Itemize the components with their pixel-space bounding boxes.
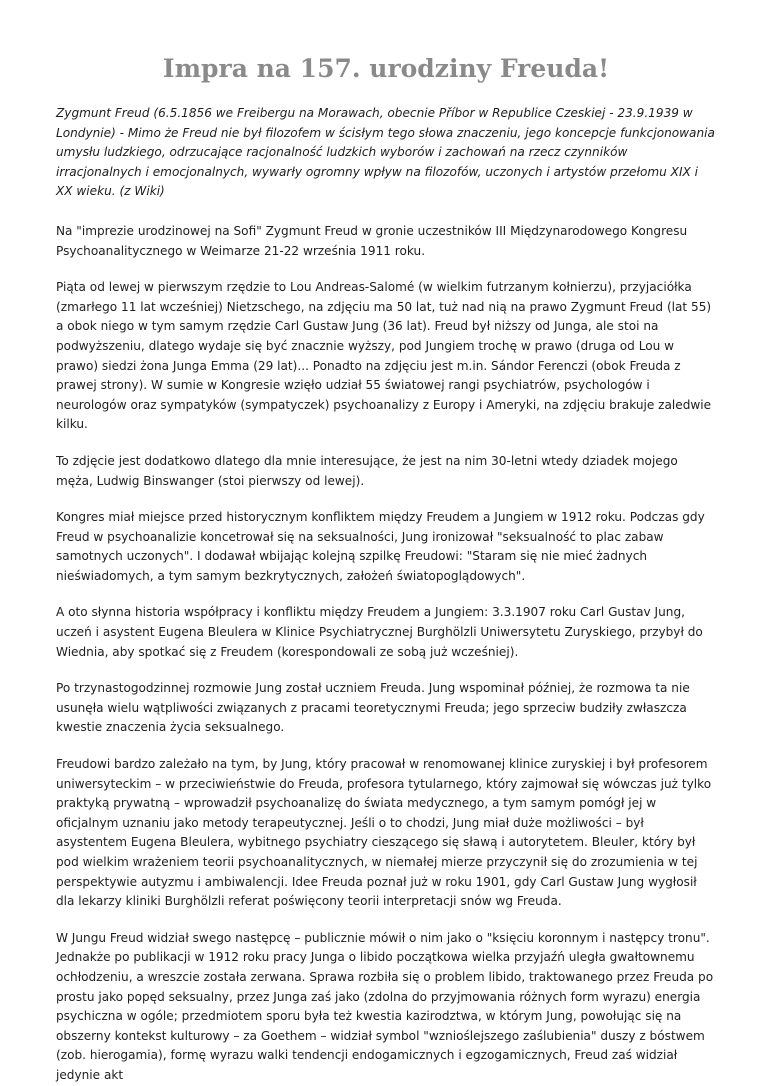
paragraph: Na "imprezie urodzinowej na Sofi" Zygmunt Freud w gronie uczestników III Międzynarodowego Kongresu Psychoanalitycznego w Weimarze 21-22 września 1911 roku. — [56, 223, 688, 258]
paragraph: Kongres miał miejsce przed historycznym konfliktem między Freudem a Jungiem w 1912 roku. Podczas gdy Freud w psychoanalizie koncetrował się na seksualności, Jung ironizował "seksualność to plac zabaw samotnych uczonych". I dodawał wbijając kolejną szpilkę Freudowi: "Staram się nie mieć żadnych nieświadomych, a tym samym bezkrytycznych, założeń światopoglądowych". — [56, 510, 705, 583]
paragraph: To zdjęcie jest dodatkowo dlatego dla mnie interesujące, że jest na nim 30-letni wtedy dziadek mojego męża, Ludwig Binswanger (stoi pierwszy od lewej). — [56, 453, 678, 488]
intro-paragraph: Zygmunt Freud (6.5.1856 we Freibergu na Morawach, obecnie Příbor w Republice Czeskiej - 23.9.1939 w Londynie) - Mimo że Freud nie był filozofem w ścisłym tego słowa znaczeniu, jego koncepcje funkcjonowania umysłu ludzkiego, odrzucające racjonalność ludzkich wyborów i zachowań na rzecz czynników irracjonalnych i emocjonalnych, wywarły ogromny wpływ na filozofów, uczonych i artystów przełomu XIX i XX wieku. (z Wiki) — [56, 106, 715, 199]
document-title: Impra na 157. urodziny Freuda! — [162, 54, 610, 83]
paragraph: Piąta od lewej w pierwszym rzędzie to Lou Andreas-Salomé (w wielkim futrzanym kołnierzu), przyjaciółka (zmarłego 11 lat wcześniej) Nietzschego, na zdjęciu ma 50 lat, tuż nad nią na prawo Zygmunt Freud (lat 55) a obok niego w tym samym rzędzie Carl Gustaw Jung (36 lat). Freud był niższy od Junga, ale stoi na podwyższeniu, dlatego wydaje się być znacznie wyższy, pod Jungiem trochę w prawo (druga od Lou w prawo) siedzi żona Junga Emma (29 lat)... Ponadto na zdjęciu jest m.in. Sándor Ferenczi (obok Freuda z prawej strony). W sumie w Kongresie wzięło udział 55 światowej rangi psychiatrów, psychologów i neurologów oraz sympatyków (sympatyczek) psychoanalizy z Europy i Ameryki, na zdjęciu brakuje zaledwie kilku. — [56, 280, 712, 432]
paragraph: Freudowi bardzo zależało na tym, by Jung, który pracował w renomowanej klinice zuryskiej i był profesorem uniwersyteckim – w przeciwieństwie do Freuda, profesora tytularnego, który zajmował się wówczas już tylko praktyką prywatną – wprowadził psychoanalizę do świata medycznego, a tym samym pomógł jej w oficjalnym uznaniu jako metody terapeutycznej. Jeśli o to chodzi, Jung miał duże możliwości – był asystentem Eugena Bleulera, wybitnego psychiatry cieszącego się sławą i autorytetem. Bleuler, który był pod wielkim wrażeniem teorii psychoanalitycznych, w niemałej mierze przyczynił się do zrozumienia w tej perspektywie autyzmu i ambiwalencji. Idee Freuda poznał już w roku 1901, gdy Carl Gustaw Jung wygłosił dla lekarzy kliniki Burghölzli referat poświęcony teorii interpretacji snów wg Freuda. — [56, 757, 712, 909]
paragraph: W Jungu Freud widział swego następcę – publicznie mówił o nim jako o "księciu koronnym i następcy tronu". Jednakże po publikacji w 1912 roku pracy Junga o libido początkowa wielka przyjaźń uległa gwałtownemu ochłodzeniu, a wreszcie została zerwana. Sprawa rozbiła się o problem libido, traktowanego przez Freuda po prostu jako popęd seksualny, przez Junga zaś jako (zdolna do przyjmowania różnych form wyrazu) energia psychiczna w ogóle; przedmiotem sporu była też kwestia kazirodztwa, w którym Jung, powołując się na obszerny kontekst kulturowy – za Goethem – widział symbol "wznioślejszego zaślubienia" duszy z bóstwem (zob. hierogamia), formę wyrazu walki tendencji endogamicznych i egzogamicznych, Freud zaś widział jedynie akt — [56, 930, 714, 1082]
paragraph: Po trzynastogodzinnej rozmowie Jung został uczniem Freuda. Jung wspominał później, że rozmowa ta nie usunęła wielu wątpliwości związanych z pracami teoretycznymi Freuda; jego sprzeciw budziły zwłaszcza kwestie znaczenia życia seksualnego. — [56, 681, 690, 735]
paragraph: A oto słynna historia współpracy i konfliktu między Freudem a Jungiem: 3.3.1907 roku Carl Gustav Jung, uczeń i asystent Eugena Bleulera w Klinice Psychiatrycznej Burghölzli Uniwersytetu Zuryskiego, przybył do Wiednia, aby spotkać się z Freudem (korespondowali ze sobą już wcześniej). — [56, 605, 703, 659]
